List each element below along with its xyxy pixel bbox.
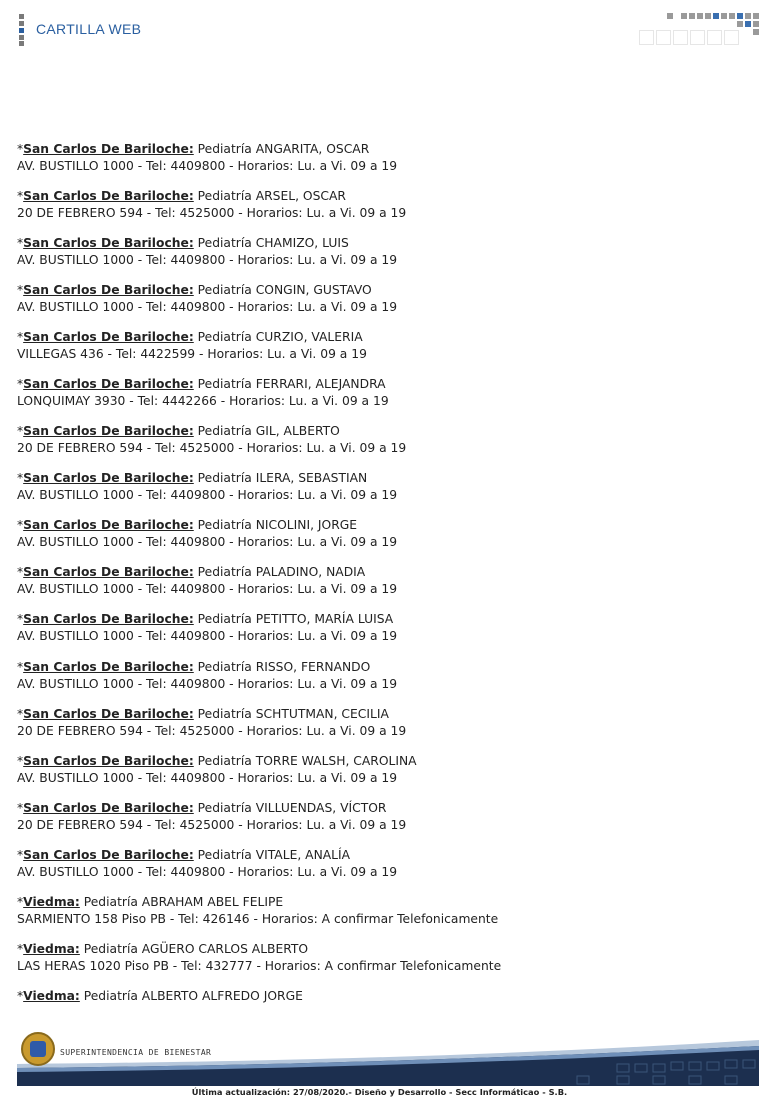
list-item — [17, 941, 737, 988]
entry-heading-line — [17, 423, 737, 440]
entry-details: 20 DE FEBRERO 594 - Tel: 4525000 - Horarios: Lu. a Vi. 09 a 19 — [17, 441, 407, 456]
entry-details: 20 DE FEBRERO 594 - Tel: 4525000 - Horarios: Lu. a Vi. 09 a 19 — [17, 723, 407, 738]
list-item — [17, 706, 737, 753]
entry-marker: * — [17, 424, 24, 439]
entry-marker: * — [17, 189, 24, 204]
entry-marker: * — [17, 330, 24, 345]
entry-heading-line — [17, 659, 737, 676]
footer-banner — [17, 1038, 759, 1086]
entry-marker: * — [17, 659, 24, 674]
entry-details: AV. BUSTILLO 1000 - Tel: 4409800 - Horarios: Lu. a Vi. 09 a 19 — [17, 535, 398, 550]
entry-specialty-name: Pediatría VILLUENDAS, VÍCTOR — [197, 800, 387, 815]
entry-marker: * — [17, 518, 24, 533]
entry-marker: * — [17, 142, 24, 156]
list-item — [17, 847, 737, 894]
entry-specialty-name: Pediatría TORRE WALSH, CAROLINA — [197, 753, 417, 768]
entry-details: AV. BUSTILLO 1000 - Tel: 4409800 - Horarios: Lu. a Vi. 09 a 19 — [17, 159, 398, 173]
entry-heading-line — [17, 235, 737, 252]
entry-specialty-name: Pediatría ARSEL, OSCAR — [197, 189, 346, 204]
footer-update-note: Última actualización: 27/08/2020.- Diseño y Desarrollo - Secc Informáticao - S.B. — [191, 1087, 568, 1097]
list-item — [17, 564, 737, 611]
entry-marker: * — [17, 236, 24, 251]
list-item — [17, 376, 737, 423]
entry-details: VILLEGAS 436 - Tel: 4422599 - Horarios: Lu. a Vi. 09 a 19 — [17, 347, 367, 362]
entry-details: AV. BUSTILLO 1000 - Tel: 4409800 - Horarios: Lu. a Vi. 09 a 19 — [17, 582, 398, 597]
entry-heading-line — [17, 611, 737, 628]
entry-marker: * — [17, 894, 24, 909]
entry-specialty-name: Pediatría SCHTUTMAN, CECILIA — [197, 706, 389, 721]
list-item — [17, 282, 737, 329]
entry-details: AV. BUSTILLO 1000 - Tel: 4409800 - Horarios: Lu. a Vi. 09 a 19 — [17, 488, 398, 503]
list-item — [17, 141, 737, 188]
entry-heading-line — [17, 141, 737, 158]
organization-name: SUPERINTENDENCIA DE BIENESTAR — [60, 1048, 212, 1057]
list-item — [17, 659, 737, 706]
entry-city: San Carlos De Bariloche: — [23, 612, 194, 627]
entry-specialty-name: Pediatría ALBERTO ALFREDO JORGE — [83, 988, 303, 1003]
list-item — [17, 235, 737, 282]
entry-marker: * — [17, 565, 24, 580]
entry-heading-line — [17, 941, 737, 958]
entry-marker: * — [17, 612, 24, 627]
entry-specialty-name: Pediatría PALADINO, NADIA — [197, 565, 366, 580]
list-item — [17, 423, 737, 470]
entry-city: San Carlos De Bariloche: — [23, 189, 194, 204]
entry-city: San Carlos De Bariloche: — [23, 565, 194, 580]
entry-specialty-name: Pediatría RISSO, FERNANDO — [197, 659, 371, 674]
entry-city: Viedma: — [23, 894, 80, 909]
entry-city: San Carlos De Bariloche: — [23, 236, 194, 251]
list-item — [17, 517, 737, 564]
entry-specialty-name: Pediatría NICOLINI, JORGE — [197, 518, 358, 533]
list-item — [17, 800, 737, 847]
entry-heading-line — [17, 706, 737, 723]
entry-city: San Carlos De Bariloche: — [23, 847, 194, 862]
entry-specialty-name: Pediatría ANGARITA, OSCAR — [197, 142, 370, 156]
entry-marker: * — [17, 753, 24, 768]
entry-specialty-name: Pediatría FERRARI, ALEJANDRA — [197, 377, 386, 392]
entry-marker: * — [17, 283, 24, 298]
entry-heading-line — [17, 894, 737, 911]
entry-city: San Carlos De Bariloche: — [23, 377, 194, 392]
entry-heading-line — [17, 282, 737, 299]
entry-specialty-name: Pediatría AGÜERO CARLOS ALBERTO — [83, 941, 309, 956]
entry-city: San Carlos De Bariloche: — [23, 330, 194, 345]
entry-marker: * — [17, 847, 24, 862]
entry-specialty-name: Pediatría CHAMIZO, LUIS — [197, 236, 349, 251]
entry-specialty-name: Pediatría PETITTO, MARÍA LUISA — [197, 612, 394, 627]
entry-details: 20 DE FEBRERO 594 - Tel: 4525000 - Horarios: Lu. a Vi. 09 a 19 — [17, 817, 407, 832]
entry-marker: * — [17, 800, 24, 815]
entry-details: 20 DE FEBRERO 594 - Tel: 4525000 - Horarios: Lu. a Vi. 09 a 19 — [17, 206, 407, 221]
organization-seal-logo — [21, 1032, 55, 1066]
entry-specialty-name: Pediatría ABRAHAM ABEL FELIPE — [83, 894, 284, 909]
entry-details: AV. BUSTILLO 1000 - Tel: 4409800 - Horarios: Lu. a Vi. 09 a 19 — [17, 770, 398, 785]
entry-specialty-name: Pediatría GIL, ALBERTO — [197, 424, 340, 439]
entry-specialty-name: Pediatría CURZIO, VALERIA — [197, 330, 363, 345]
entry-marker: * — [17, 988, 24, 1003]
entry-marker: * — [17, 377, 24, 392]
list-item — [17, 753, 737, 800]
provider-list — [17, 141, 737, 1035]
entry-city: San Carlos De Bariloche: — [23, 424, 194, 439]
entry-details: AV. BUSTILLO 1000 - Tel: 4409800 - Horarios: Lu. a Vi. 09 a 19 — [17, 864, 398, 879]
entry-heading-line — [17, 988, 737, 1005]
entry-details: LONQUIMAY 3930 - Tel: 4442266 - Horarios: Lu. a Vi. 09 a 19 — [17, 394, 389, 409]
list-item — [17, 988, 737, 1035]
entry-marker: * — [17, 706, 24, 721]
entry-city: San Carlos De Bariloche: — [23, 283, 194, 298]
list-item — [17, 611, 737, 658]
list-item — [17, 329, 737, 376]
entry-marker: * — [17, 471, 24, 486]
entry-details: AV. BUSTILLO 1000 - Tel: 4409800 - Horarios: Lu. a Vi. 09 a 19 — [17, 300, 398, 315]
list-item — [17, 188, 737, 235]
entry-heading-line — [17, 800, 737, 817]
entry-city: San Carlos De Bariloche: — [23, 471, 194, 486]
entry-city: San Carlos De Bariloche: — [23, 518, 194, 533]
entry-specialty-name: Pediatría VITALE, ANALÍA — [197, 847, 351, 862]
entry-heading-line — [17, 847, 737, 864]
header-accent-bar — [19, 14, 24, 46]
entry-details: SARMIENTO 158 Piso PB - Tel: 426146 - Horarios: A confirmar Telefonicamente — [17, 911, 499, 926]
entry-heading-line — [17, 329, 737, 346]
entry-heading-line — [17, 188, 737, 205]
entry-specialty-name: Pediatría ILERA, SEBASTIAN — [197, 471, 368, 486]
entry-details: LAS HERAS 1020 Piso PB - Tel: 432777 - Horarios: A confirmar Telefonicamente — [17, 958, 502, 973]
entry-heading-line — [17, 470, 737, 487]
entry-specialty-name: Pediatría CONGIN, GUSTAVO — [197, 283, 372, 298]
entry-heading-line — [17, 753, 737, 770]
entry-city: San Carlos De Bariloche: — [23, 706, 194, 721]
entry-heading-line — [17, 517, 737, 534]
entry-city: San Carlos De Bariloche: — [23, 753, 194, 768]
entry-city: San Carlos De Bariloche: — [23, 142, 194, 156]
entry-marker: * — [17, 941, 24, 956]
entry-details: AV. BUSTILLO 1000 - Tel: 4409800 - Horarios: Lu. a Vi. 09 a 19 — [17, 676, 398, 691]
entry-heading-line — [17, 376, 737, 393]
list-item — [17, 470, 737, 517]
entry-city: Viedma: — [23, 941, 80, 956]
list-item — [17, 894, 737, 941]
entry-details: AV. BUSTILLO 1000 - Tel: 4409800 - Horarios: Lu. a Vi. 09 a 19 — [17, 629, 398, 644]
entry-heading-line — [17, 564, 737, 581]
entry-city: San Carlos De Bariloche: — [23, 659, 194, 674]
header-decoration-squares — [637, 11, 759, 47]
entry-details: AV. BUSTILLO 1000 - Tel: 4409800 - Horarios: Lu. a Vi. 09 a 19 — [17, 253, 398, 268]
entry-city: Viedma: — [23, 988, 80, 1003]
page-title: CARTILLA WEB — [36, 21, 142, 37]
entry-city: San Carlos De Bariloche: — [23, 800, 194, 815]
